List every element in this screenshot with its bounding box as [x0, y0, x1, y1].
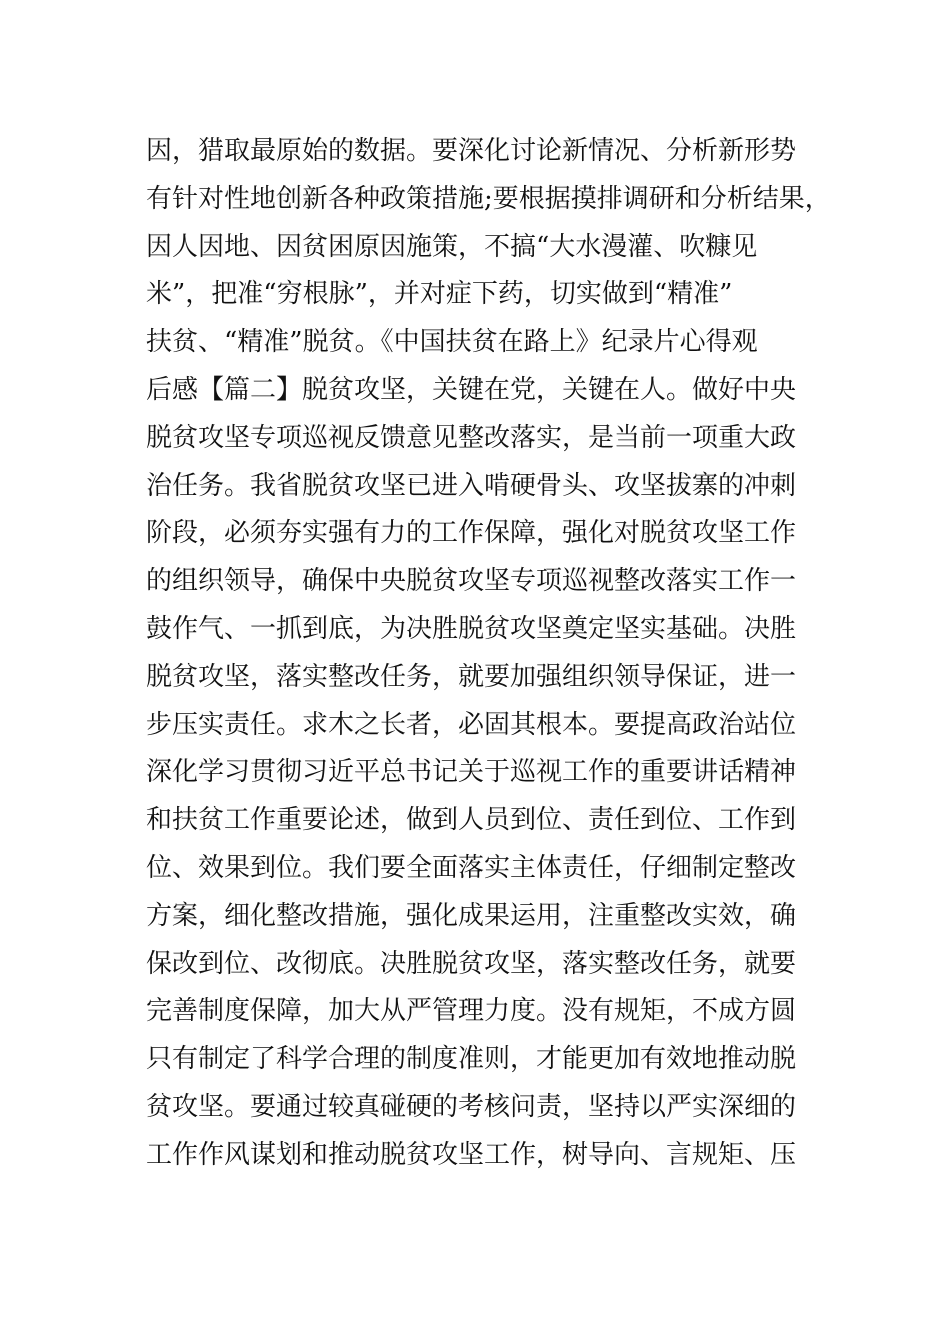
text-line: 米”，把准“穷根脉”，并对症下药，切实做到“精准” — [146, 279, 733, 310]
text-line: 贫攻坚。要通过较真碰硬的考核问责，坚持以严实深细的 — [146, 1091, 797, 1122]
text-line: 阶段，必须夯实强有力的工作保障，强化对脱贫攻坚工作 — [146, 518, 797, 549]
text-line: 保改到位、改彻底。决胜脱贫攻坚，落实整改任务，就要 — [146, 948, 797, 979]
body-text — [146, 128, 836, 1180]
text-line: 扶贫、“精准”脱贫。《中国扶贫在路上》纪录片心得观 — [146, 327, 758, 358]
text-line: 工作作风谋划和推动脱贫攻坚工作，树导向、言规矩、压 — [146, 1139, 797, 1170]
text-line: 深化学习贯彻习近平总书记关于巡视工作的重要讲话精神 — [146, 757, 797, 788]
text-line: 步压实责任。求木之长者，必固其根本。要提高政治站位 — [146, 709, 797, 740]
text-line: 治任务。我省脱贫攻坚已进入啃硬骨头、攻坚拔寨的冲刺 — [146, 470, 797, 501]
text-line: 脱贫攻坚，落实整改任务，就要加强组织领导保证，进一 — [146, 661, 797, 692]
text-line: 脱贫攻坚专项巡视反馈意见整改落实，是当前一项重大政 — [146, 422, 797, 453]
text-line: 的组织领导，确保中央脱贫攻坚专项巡视整改落实工作一 — [146, 566, 797, 597]
text-line: 只有制定了科学合理的制度准则，才能更加有效地推动脱 — [146, 1044, 797, 1075]
text-line: 位、效果到位。我们要全面落实主体责任，仔细制定整改 — [146, 852, 797, 883]
text-line: 完善制度保障，加大从严管理力度。没有规矩，不成方圆 — [146, 996, 797, 1027]
text-line: 因，猎取最原始的数据。要深化讨论新情况、分析新形势 — [146, 136, 797, 166]
text-line: 和扶贫工作重要论述，做到人员到位、责任到位、工作到 — [146, 805, 797, 836]
text-line: 鼓作气、一抓到底，为决胜脱贫攻坚奠定坚实基础。决胜 — [146, 613, 797, 644]
text-line: 方案，细化整改措施，强化成果运用，注重整改实效，确 — [146, 900, 797, 931]
text-line: 因人因地、因贫困原因施策，不搞“大水漫灌、吹糠见 — [146, 231, 758, 262]
text-line: 有针对性地创新各种政策措施;要根据摸排调研和分析结果， — [146, 183, 831, 214]
text-line: 后感【篇二】脱贫攻坚，关键在党，关键在人。做好中央 — [146, 374, 797, 405]
